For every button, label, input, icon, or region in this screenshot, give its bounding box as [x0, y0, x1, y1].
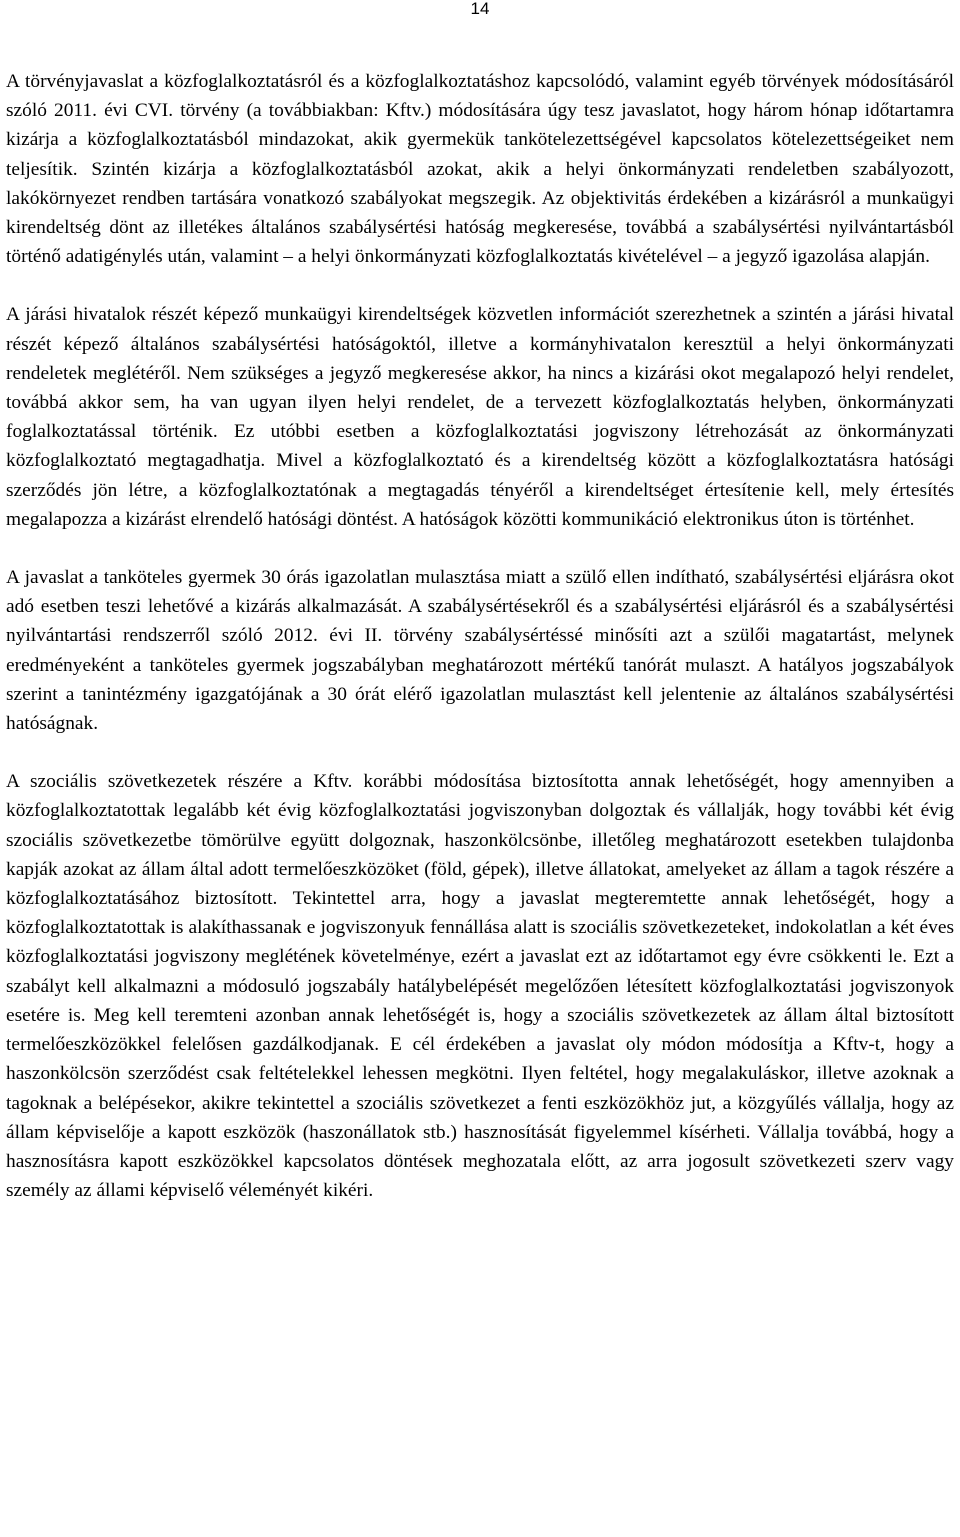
paragraph-school-absence: A javaslat a tanköteles gyermek 30 órás igazolatlan mulasztása miatt a szülő ellen indítható, szabálysértési eljárásra okot adó esetben teszi lehetővé a kizárás alkalmazását. A szabálysértésekről és a szabálysértési eljárásról és a szabálysértési nyilvántartási rendszerről szóló 2012. évi II. törvény szabálysértéssé minősíti azt a szülői magatartást, melynek eredményeként a tanköteles gyermek jogszabályban meghatározott mértékű tanórát mulaszt. A hatályos jogszabályok szerint a tanintézmény igazgatójának a 30 órát elérő igazolatlan mulasztást kell jelentenie az általános szabálysértési hatóságnak.: [6, 567, 954, 735]
paragraph-kftv-amendment: A törvényjavaslat a közfoglalkoztatásról és a közfoglalkoztatáshoz kapcsolódó, valamint egyéb törvények módosításáról szóló 2011. évi CVI. törvény (a továbbiakban: Kftv.) módosítására úgy tesz javaslatot, hogy három hónap időtartamra kizárja a közfoglalkoztatásból mindazokat, akik gyermekük tankötelezettségével kapcsolatos kötelezettségeiket nem teljesítik. Szintén kizárja a közfoglalkoztatásból azokat, akik a helyi önkormányzati rendeletben szabályozott, lakókörnyezet rendben tartására vonatkozó szabályokat megszegik. Az objektivitás érdekében a kizárásról a munkaügyi kirendeltség dönt az illetékes általános szabálysértési hatóság megkeresése, továbbá a szabálysértési nyilvántartásból történő adatigénylés után, valamint – a helyi önkormányzati közfoglalkoztatás kivételével – a jegyző igazolása alapján.: [6, 71, 954, 268]
page-number: 14: [470, 0, 490, 18]
document-body: [6, 67, 954, 1205]
paragraph-district-offices: A járási hivatalok részét képező munkaügyi kirendeltségek közvetlen információt szerezhetnek a szintén a járási hivatal részét képező általános szabálysértési hatóságoktól, illetve a kormányhivatalon keresztül a helyi önkormányzati rendeletek meglétéről. Nem szükséges a jegyző megkeresése akkor, ha nincs a kizárási okot megalapozó helyi rendelet, továbbá akkor sem, ha van ugyan ilyen helyi rendelet, de a tervezett közfoglalkoztatás helyben, önkormányzati foglalkoztatással történik. Ez utóbbi esetben a közfoglalkoztatási jogviszony létrehozását az önkormányzati közfoglalkoztató megtagadhatja. Mivel a közfoglalkoztató és a kirendeltség között a közfoglalkoztatásra hatósági szerződés jön létre, a közfoglalkoztatónak a megtagadás tényéről a kirendeltséget értesítenie kell, mely értesítés megalapozza a kizárást elrendelő hatósági döntést. A hatóságok közötti kommunikáció elektronikus úton is történhet.: [6, 304, 954, 530]
paragraph-social-cooperatives: A szociális szövetkezetek részére a Kftv. korábbi módosítása biztosította annak lehetőségét, hogy amennyiben a közfoglalkoztatottak legalább két évig közfoglalkoztatási jogviszonyban dolgoztak és vállalják, hogy további két évig szociális szövetkezetbe tömörülve együtt dolgoznak, haszonkölcsönbe, illetőleg meghatározott esetekben tulajdonba kapják azokat az állam által adott termelőeszközöket (föld, gépek), illetve állatokat, amelyeket az állam a tagok részére a közfoglalkoztatásához biztosított. Tekintettel arra, hogy a javaslat megteremtette annak lehetőségét, hogy a közfoglalkoztatottak is alakíthassanak e jogviszonyuk fennállása alatt is szociális szövetkezeteket, indokolatlan a két éves közfoglalkoztatási jogviszony meglétének követelménye, ezért a javaslat ezt az időtartamot egy évre csökkenti le. Ezt a szabályt kell alkalmazni a módosuló jogszabály hatálybelépését megelőzően létesített közfoglalkoztatási jogviszonyok esetére is. Meg kell teremteni azonban annak lehetőségét is, hogy a szociális szövetkezetek az állam által biztosított termelőeszközökkel felelősen gazdálkodjanak. E cél érdekében a javaslat oly módon módosítja a Kftv-t, hogy a haszonkölcsön szerződést csak feltételekkel lehessen megkötni. Ilyen feltétel, hogy megalakuláskor, illetve azoknak a tagoknak a belépésekor, akikre tekintettel a szociális szövetkezet a fenti eszközökhöz jut, a közgyűlés vállalja, hogy az állam képviselője a kapott eszközök (haszonállatok stb.) hasznosítását figyelemmel kísérheti. Vállalja továbbá, hogy a hasznosításra kapott eszközökkel kapcsolatos döntések meghozatala előtt, az arra jogosult szövetkezeti szerv vagy személy az állami képviselő véleményét kikéri.: [6, 771, 954, 1202]
